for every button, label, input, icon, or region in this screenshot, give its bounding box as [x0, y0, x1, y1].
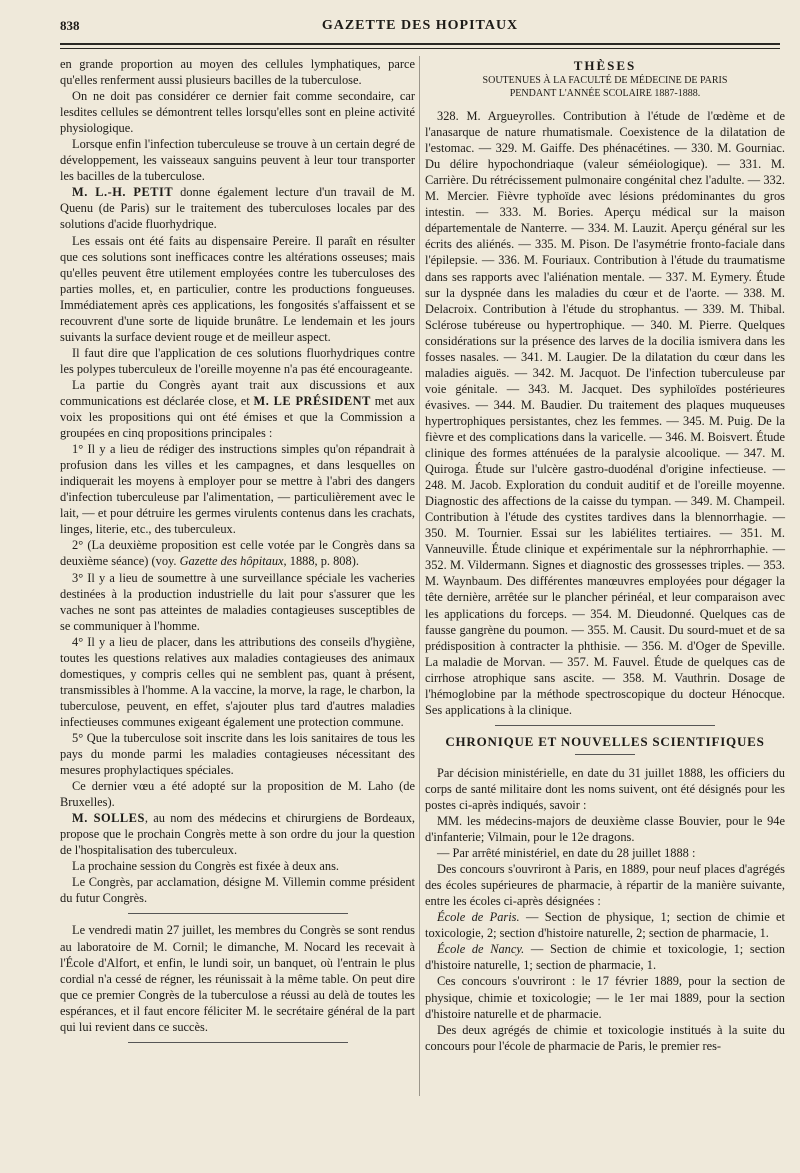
- theses-list: 328. M. Argueyrolles. Contribution à l'étude de l'œdème et de l'anasarque de nature rhumatismale. Coexistence de la dilatation de l'estomac. — 329. M. Gaiffe. Des phénacétines. — 330. M. Gourniac. Du délire hypochondriaque (valeur séméiologique). — 331. M. Carrière. Du rétrécissement pulmonaire congénital chez l'adulte. — 332. M. Mercier. Fièvre typhoïde avec lésions prédominantes du gros intestin. — 333. M. Bories. Aperçu médical sur la maison départementale de Nanterre. — 334. M. Lauzit. Aperçu général sur les écrits des aliénés. — 335. M. Pison. De l'asymétrie fronto-faciale dans l'épilepsie. — 336. M. Fouriaux. Contribution à l'étude du traumatisme dans ses rapports avec l'aliénation mentale. — 337. M. Eymery. Étude sur la dyspnée dans les maladies du cœur et de l'aorte. — 338. M. Delacroix. Contribution à l'étude du strophantus. — 339. M. Thibal. Sclérose tubéreuse ou hypertrophique. — 340. M. Pierre. Quelques considérations sur la présence des larves de la docilia ismivera dans les fosses nasales. — 341. M. Laugier. De la dilatation du cœur dans les maladies aiguës. — 342. M. Jacquot. De l'infection tuberculeuse par voie génitale. — 343. M. Jacquet. Des syphiloïdes postérieures évasives. — 344. M. Baudier. Du traitement des plaques muqueuses hypertrophiques persistantes, chez les femmes. — 345. M. Puig. De la fièvre et des complications dans la varicelle. — 346. M. Boisvert. Étude clinique des formes atténuées de la paralysie alcoolique. — 347. M. Quiroga. Étude sur l'ulcère gastro-duodénal d'origine infectieuse. — 248. M. Jacob. Exploration du conduit auditif et de l'oreille moyenne. Diagnostic des affections de la caisse du tympan. — 349. M. Champeil. Contribution à l'étude des cystites tardives dans la blennorrhagie. — 350. M. Tournier. Essai sur les labiélites tertiaires. — 351. M. Vanneuville. Étude clinique et expérimentale sur la néphrorrhaphie. — 352. M. Vildermann. Signes et diagnostic des grossesses triples. — 353. M. Waynbaum. Des différentes manœuvres employées pour dégager la tête dernière, arrêtée sur le plancher périnéal, et leur comparaison avec les applications du forceps. — 354. M. Dieudonné. Quelques cas de fausse gangrène du poumon. — 355. M. Causit. Du sourd-muet et de sa prédisposition à contracter la phthisie. — 356. M. d'Oger de Speville. La maladie de Morvan. — 357. M. Fauvel. Étude de quelques cas de cirrhose atrophique sans ascite. — 358. M. Vauthrin. Dosage de l'hémoglobine par la méthode spectroscopique du docteur Hénocque. Ses applications à la clinique.: [425, 109, 785, 717]
- paragraph: [60, 377, 415, 441]
- right-column: [425, 56, 785, 1054]
- left-column: [60, 56, 415, 1051]
- paragraph-text: 2° (La deuxième proposition est celle votée par le Congrès dans sa deuxième séance) (voy.: [60, 538, 415, 569]
- paragraph: [60, 810, 415, 858]
- school-name: École de Paris.: [437, 910, 520, 925]
- section-divider: [128, 913, 348, 914]
- paragraph: 5° Que la tuberculose soit inscrite dans les lois sanitaires de tous les pays du monde parmi les maladies contagieuses nécessitant des mesures prophylactiques spéciales.: [60, 730, 415, 778]
- title-underline: [575, 754, 635, 755]
- paragraph: Le vendredi matin 27 juillet, les membres du Congrès se sont rendus au laboratoire de M. Cornil; le dimanche, M. Nocard les recevait à l'École d'Alfort, et enfin, le lundi soir, un banquet, où l'entrain le plus cordial n'a cessé de régner, les réunissait à la même table. On peut dire que ce premier Congrès de la tuberculose a réussi au delà de toutes les espérances, et il faut encore féliciter M. le secrétaire général de la part qui lui revient dans ce succès.: [60, 923, 415, 1034]
- paragraph: Des deux agrégés de chimie et toxicologie institués à la suite du concours pour l'école de pharmacie de Paris, le premier res-: [425, 1022, 785, 1053]
- paragraph: [425, 909, 785, 941]
- paragraph: Ces concours s'ouvriront : le 17 février 1889, pour la section de physique, chimie et toxicologie; — le 1er mai 1889, pour la section d'histoire naturelle et de pharmacie.: [425, 974, 785, 1021]
- paragraph: Il faut dire que l'application de ces solutions fluorhydriques contre les polypes tuberculeux de l'oreille moyenne n'a pas été encourageante.: [60, 345, 415, 376]
- paragraph: 3° Il y a lieu de soumettre à une surveillance spéciale les vacheries destinées à la production industrielle du lait pour s'assurer que les vaches ne sont pas atteintes de maladies contagieuses susceptibles de se communiquer à l'homme.: [60, 570, 415, 633]
- paragraph-text: La partie du Congrès ayant trait aux discussions et aux communications est déclarée close, et: [60, 377, 415, 408]
- header-rule: [60, 43, 780, 45]
- school-name: École de Nancy.: [437, 942, 525, 957]
- paragraph: Le Congrès, par acclamation, désigne M. Villemin comme président du futur Congrès.: [60, 875, 415, 906]
- speaker-name: M. LE PRÉSIDENT: [253, 393, 371, 408]
- journal-citation: Gazette des hôpitaux: [179, 554, 284, 569]
- paragraph: La prochaine session du Congrès est fixée à deux ans.: [72, 859, 340, 874]
- paragraph: [425, 941, 785, 973]
- paragraph-text: met aux voix les propositions qui ont été émises et que la Commission a groupées en cinq propositions principales :: [60, 393, 415, 441]
- section-divider: [128, 1042, 348, 1043]
- page-number: 838: [60, 18, 80, 33]
- speaker-name: M. L.-H. PETIT: [72, 185, 174, 200]
- section-title-chronique: CHRONIQUE ET NOUVELLES SCIENTIFIQUES: [445, 733, 765, 749]
- page-header: [60, 18, 780, 38]
- speaker-name: M. SOLLES: [72, 811, 145, 826]
- paragraph: On ne doit pas considérer ce dernier fait comme secondaire, car lesdites cellules se démontrent telles lorsqu'elles sont en pleine activité physiologique.: [60, 89, 415, 136]
- column-divider: [419, 56, 420, 1096]
- paragraph: Des concours s'ouvriront à Paris, en 1889, pour neuf places d'agrégés des écoles supérieures de pharmacie, à répartir de la manière suivante, entre les écoles ci-après désignées :: [425, 862, 785, 909]
- paragraph-text: — Section de chimie et toxicologie, 1; section d'histoire naturelle, 1; section de pharmacie, 1.: [425, 942, 785, 973]
- section-title-theses: THÈSES: [573, 58, 637, 73]
- paragraph-text: , 1888, p. 808).: [283, 554, 359, 569]
- paragraph-text: donne également lecture d'un travail de M. Quenu (de Paris) sur le traitement des tuberculoses locales par des solutions d'acide fluorhydrique.: [60, 185, 415, 232]
- paragraph: [60, 184, 415, 232]
- paragraph: 4° Il y a lieu de placer, dans les attributions des conseils d'hygiène, toutes les questions relatives aux maladies contagieuses des animaux domestiques, y compris celles qui ne semblent pas, quant à présent, transmissibles à l'homme. A la vaccine, la morve, la rage, le charbon, la tuberculose, peuvent, en effet, s'ajouter plus tard d'autres maladies infectieuses communes exigeant également une protection commune.: [60, 634, 415, 729]
- paragraph: Les essais ont été faits au dispensaire Pereire. Il paraît en résulter que ces solutions sont inefficaces contre les altérations osseuses; mais qu'elles peuvent être utilement employées contre les tuberculoses des parties molles, et, en particulier, contre les productions fongueuses. Immédiatement après ces applications, les fongosités s'affaissent et se recouvrent d'une sorte de liquide brunâtre. Le lendemain et les jours suivants la surface devient rouge et de meilleur aspect.: [60, 233, 415, 344]
- paragraph: [60, 537, 415, 569]
- section-subtitle: PENDANT L'ANNÉE SCOLAIRE 1887-1888.: [509, 88, 701, 100]
- paragraph: — Par arrêté ministériel, en date du 28 juillet 1888 :: [437, 846, 696, 861]
- paragraph: 1° Il y a lieu de rédiger des instructions simples qu'on répandrait à profusion dans les villes et les campagnes, et dans lesquelles on indiquerait les moyens à employer pour se mettre à l'abri des dangers d'infection tuberculeuse par l'alimentation, — particulièrement avec le lait, — et pour détruire les germes virulents contenus dans les crachats, linges, literie, etc., des tuberculeux.: [60, 442, 415, 537]
- section-divider: [495, 725, 715, 726]
- header-rule-thin: [60, 48, 780, 49]
- paragraph: Par décision ministérielle, en date du 31 juillet 1888, les officiers du corps de santé militaire dont les noms suivent, ont été désignés pour les postes ci-après indiqués, savoir :: [425, 765, 785, 812]
- paragraph-text: — Section de physique, 1; section de chimie et toxicologie, 2; section d'histoire naturelle, 2; section de pharmacie, 1.: [425, 910, 786, 941]
- section-subtitle: SOUTENUES À LA FACULTÉ DE MÉDECINE DE PARIS: [482, 75, 728, 87]
- paragraph: Ce dernier vœu a été adopté sur la proposition de M. Laho (de Bruxelles).: [60, 779, 415, 810]
- paragraph: Lorsque enfin l'infection tuberculeuse se trouve à un certain degré de développement, les vaisseaux sanguins peuvent à leur tour transporter les bacilles de la tuberculose.: [60, 137, 415, 184]
- paragraph: en grande proportion au moyen des cellules lymphatiques, parce qu'elles renferment aussi plusieurs bacilles de la tuberculose.: [60, 57, 415, 88]
- paragraph: MM. les médecins-majors de deuxième classe Bouvier, pour le 94e d'infanterie; Vilmain, pour le 12e dragons.: [425, 814, 785, 845]
- paragraph-text: , au nom des médecins et chirurgiens de Bordeaux, propose que le prochain Congrès mette à son ordre du jour la question de l'hospitalisation des tuberculeux.: [60, 811, 415, 858]
- running-title: GAZETTE DES HOPITAUX: [321, 18, 519, 33]
